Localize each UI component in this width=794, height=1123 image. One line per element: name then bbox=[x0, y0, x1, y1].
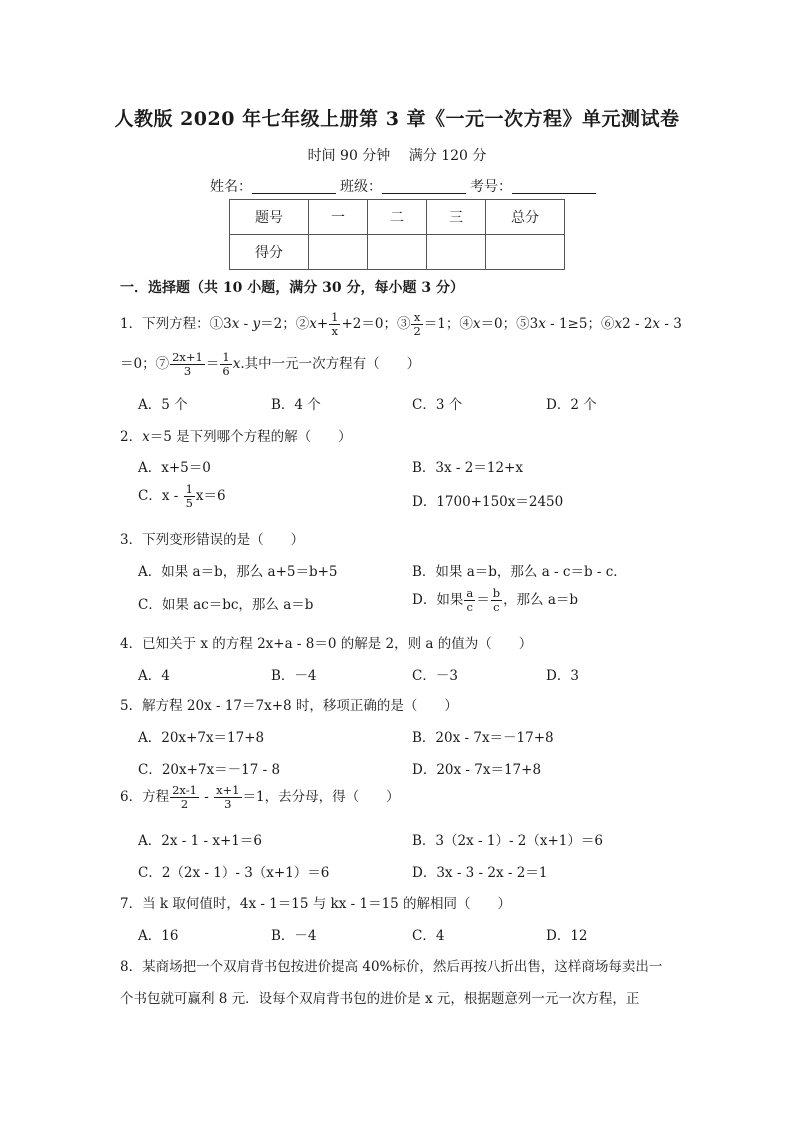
text: ＝1；④ bbox=[423, 316, 473, 332]
denominator: c bbox=[466, 600, 473, 614]
q2-option-b[interactable]: B．3x - 2＝12+x bbox=[412, 460, 523, 476]
text: ＝ bbox=[476, 592, 490, 608]
number-label: 考号： bbox=[470, 179, 512, 195]
name-label: 姓名： bbox=[210, 179, 252, 195]
score-table bbox=[229, 199, 565, 270]
q1-option-a[interactable]: A．5 个 bbox=[138, 397, 188, 413]
text: - 3 bbox=[660, 316, 682, 332]
denominator: 3 bbox=[224, 797, 232, 811]
fraction bbox=[170, 784, 199, 811]
variable: y bbox=[252, 316, 261, 332]
question-2-stem bbox=[120, 425, 352, 445]
text: 1．下列方程：①3 bbox=[120, 316, 232, 332]
q5-option-b[interactable]: B．20x - 7x＝－17+8 bbox=[412, 730, 554, 746]
score-cell-total[interactable] bbox=[486, 235, 565, 270]
name-blank[interactable] bbox=[252, 179, 336, 194]
question-4-stem: 4．已知关于 x 的方程 2x+a - 8＝0 的解是 2，则 a 的值为（ ） bbox=[120, 636, 533, 652]
exam-subtitle bbox=[0, 145, 794, 165]
text: +2＝0；③ bbox=[341, 316, 411, 332]
denominator: 5 bbox=[185, 496, 193, 510]
q6-option-a[interactable]: A．2x - 1 - x+1＝6 bbox=[138, 833, 262, 849]
q3-option-c[interactable]: C．如果 ac＝bc，那么 a＝b bbox=[138, 597, 314, 613]
text: ＝0；⑦ bbox=[120, 356, 170, 372]
q4-option-c[interactable]: C．－3 bbox=[412, 668, 458, 684]
class-label: 班级： bbox=[340, 179, 382, 195]
fraction bbox=[329, 311, 340, 338]
fraction bbox=[464, 587, 475, 614]
number-blank[interactable] bbox=[512, 179, 596, 194]
q4-option-d[interactable]: D．3 bbox=[546, 668, 579, 684]
text: 2． bbox=[120, 429, 143, 445]
numerator: x+1 bbox=[216, 783, 240, 797]
numerator: 1 bbox=[222, 350, 230, 364]
text: - 1≥5；⑥ bbox=[545, 316, 615, 332]
q5-option-c[interactable]: C．20x+7x＝－17 - 8 bbox=[138, 762, 281, 778]
q1-option-c[interactable]: C．3 个 bbox=[412, 397, 463, 413]
question-7-stem: 7．当 k 取何值时，4x - 1＝15 与 kx - 1＝15 的解相同（ ） bbox=[120, 896, 512, 912]
variable: x bbox=[142, 429, 150, 445]
q1-option-d[interactable]: D．2 个 bbox=[546, 397, 597, 413]
text: ＝2；② bbox=[260, 316, 310, 332]
section-heading: 一．选择题（共 10 小题，满分 30 分，每小题 3 分） bbox=[120, 280, 464, 296]
q2-option-a[interactable]: A．x+5＝0 bbox=[138, 460, 211, 476]
q4-option-b[interactable]: B．－4 bbox=[271, 668, 317, 684]
numerator: 1 bbox=[185, 482, 193, 496]
variable: x bbox=[232, 356, 241, 372]
time-limit: 时间 90 分钟 bbox=[307, 148, 391, 164]
question-8-line-1: 8．某商场把一个双肩背书包按进价提高 40%标价，然后再按八折出售，这样商场每卖出一 bbox=[120, 959, 663, 975]
variable: x bbox=[231, 316, 240, 332]
text: - bbox=[199, 789, 214, 805]
score-table-header-row bbox=[230, 200, 565, 235]
score-table-cell: 题号 bbox=[230, 200, 309, 235]
text: x＝6 bbox=[195, 488, 226, 504]
q6-option-c[interactable]: C．2（2x - 1）- 3（x+1）＝6 bbox=[138, 865, 330, 881]
numerator: b bbox=[492, 586, 501, 600]
text: C．x - bbox=[138, 488, 183, 504]
text: ＝0；⑤3 bbox=[480, 316, 539, 332]
text: D．如果 bbox=[412, 592, 464, 608]
class-blank[interactable] bbox=[382, 179, 466, 194]
denominator: 3 bbox=[183, 364, 192, 378]
exam-title: 人教版 2020 年七年级上册第 3 章《一元一次方程》单元测试卷 bbox=[114, 108, 680, 130]
numerator: 2x+1 bbox=[172, 350, 203, 364]
text: ＝5 是下列哪个方程的解（ ） bbox=[149, 429, 352, 445]
text: .其中一元一次方程有（ ） bbox=[240, 356, 421, 372]
q7-option-d[interactable]: D．12 bbox=[546, 928, 588, 944]
numerator: 1 bbox=[331, 310, 339, 324]
text: - bbox=[239, 316, 253, 332]
q6-option-b[interactable]: B．3（2x - 1）- 2（x+1）＝6 bbox=[412, 833, 603, 849]
full-score: 满分 120 分 bbox=[408, 148, 487, 164]
q6-option-d[interactable]: D．3x - 3 - 2x - 2＝1 bbox=[412, 865, 548, 881]
denominator: c bbox=[493, 600, 500, 614]
fraction bbox=[214, 784, 241, 811]
text: 2 - 2 bbox=[622, 316, 653, 332]
variable: x bbox=[538, 316, 546, 332]
denominator: 6 bbox=[222, 364, 230, 378]
fraction bbox=[491, 587, 502, 614]
score-cell-2[interactable] bbox=[368, 235, 427, 270]
question-1-line-1 bbox=[120, 311, 682, 338]
text: 6．方程 bbox=[120, 789, 170, 805]
question-5-stem: 5．解方程 20x - 17＝7x+8 时，移项正确的是（ ） bbox=[120, 698, 458, 714]
question-1-line-2 bbox=[120, 351, 420, 378]
text: ，那么 a＝b bbox=[503, 592, 579, 608]
score-table-cell: 二 bbox=[368, 200, 427, 235]
text: ＝1，去分母，得（ ） bbox=[242, 789, 400, 805]
text: + bbox=[316, 316, 329, 332]
fraction bbox=[170, 351, 205, 378]
score-row-label: 得分 bbox=[230, 235, 309, 270]
numerator: 2x-1 bbox=[172, 783, 197, 797]
question-3-stem: 3．下列变形错误的是（ ） bbox=[120, 532, 305, 548]
numerator: a bbox=[466, 586, 474, 600]
fraction bbox=[220, 351, 231, 378]
q3-option-a[interactable]: A．如果 a＝b，那么 a+5＝b+5 bbox=[138, 564, 338, 580]
text: ＝ bbox=[205, 356, 220, 372]
q3-option-d[interactable] bbox=[412, 587, 578, 614]
variable: x bbox=[309, 316, 317, 332]
question-6-stem bbox=[120, 784, 400, 811]
q3-option-b[interactable]: B．如果 a＝b，那么 a - c＝b - c． bbox=[412, 564, 627, 580]
score-table-cell: 一 bbox=[309, 200, 368, 235]
score-cell-1[interactable] bbox=[309, 235, 368, 270]
question-8-line-2: 个书包就可赢利 8 元．设每个双肩背书包的进价是 x 元，根据题意列一元一次方程，正 bbox=[120, 991, 640, 1007]
denominator: 2 bbox=[180, 797, 189, 811]
variable: x bbox=[614, 316, 623, 332]
student-info-row bbox=[210, 176, 600, 196]
variable: x bbox=[472, 316, 481, 332]
denominator: 2 bbox=[413, 324, 421, 338]
q2-option-c[interactable] bbox=[138, 483, 226, 510]
numerator: x bbox=[411, 311, 422, 325]
fraction bbox=[411, 311, 422, 338]
q1-option-b[interactable]: B．4 个 bbox=[271, 397, 321, 413]
denominator: x bbox=[331, 324, 339, 338]
score-table-cell: 总分 bbox=[486, 200, 565, 235]
q7-option-a[interactable]: A．16 bbox=[138, 928, 179, 944]
score-table-score-row bbox=[230, 235, 565, 270]
variable: x bbox=[652, 316, 661, 332]
q7-option-b[interactable]: B．－4 bbox=[271, 928, 317, 944]
score-cell-3[interactable] bbox=[427, 235, 486, 270]
q5-option-d[interactable]: D．20x - 7x＝17+8 bbox=[412, 762, 542, 778]
q4-option-a[interactable]: A．4 bbox=[138, 668, 170, 684]
q7-option-c[interactable]: C．4 bbox=[412, 928, 445, 944]
q5-option-a[interactable]: A．20x+7x＝17+8 bbox=[138, 730, 265, 746]
fraction bbox=[184, 483, 195, 510]
score-table-cell: 三 bbox=[427, 200, 486, 235]
q2-option-d[interactable]: D．1700+150x＝2450 bbox=[412, 494, 564, 510]
